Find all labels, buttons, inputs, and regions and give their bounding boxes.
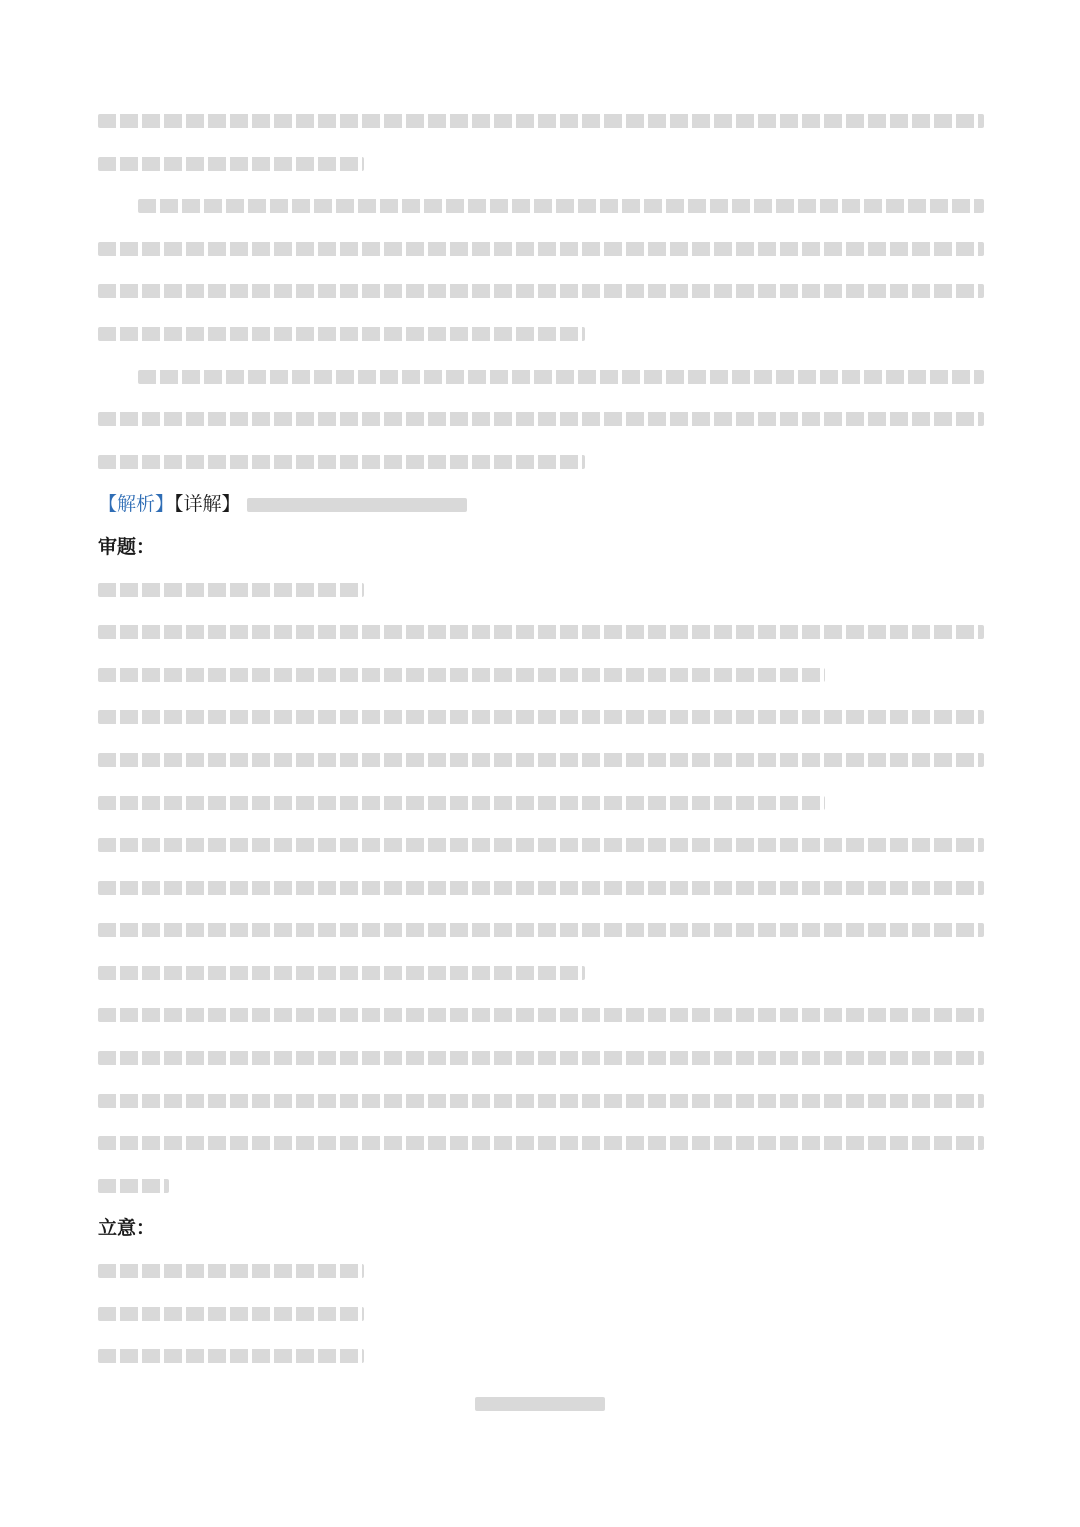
text-line [98,356,984,399]
analysis-paragraph [98,824,984,994]
analysis-paragraph [98,611,984,696]
text-line [98,569,984,612]
text-line [98,1080,984,1123]
detail-tag: 【详解】 [174,493,241,516]
list-item [98,1250,984,1293]
document-page [98,100,984,1378]
text-line [98,824,984,867]
text-line [98,867,984,910]
text-line [98,994,984,1037]
text-line [98,952,984,995]
text-line [98,398,984,441]
text-line [98,909,984,952]
page-footer [0,1388,1080,1420]
list-item [98,1293,984,1336]
text-line [98,228,984,271]
analysis-paragraph [98,994,984,1207]
text-line [98,100,984,143]
text-line [98,1122,984,1165]
text-line [98,611,984,654]
text-line [98,654,984,697]
essay-paragraph [98,185,984,355]
analysis-tag: 【解析】 [98,493,175,516]
text-line [98,441,984,484]
analysis-paragraph [98,696,984,824]
essay-paragraph [98,100,984,185]
list-item [98,1335,984,1378]
text-line [98,1037,984,1080]
analysis-heading [98,483,984,526]
page-number-placeholder [475,1397,605,1411]
text-line [98,1165,984,1208]
analysis-paragraph [98,569,984,612]
thesis-list [98,1250,984,1378]
text-line [98,143,984,186]
text-line [98,185,984,228]
text-line [98,313,984,356]
text-line [98,739,984,782]
text-line [98,782,984,825]
text-line [98,270,984,313]
text-placeholder [247,498,467,512]
essay-paragraph [98,356,984,484]
section-title: 审题： [98,535,156,558]
section-title: 立意： [98,1217,156,1240]
text-line [98,696,984,739]
